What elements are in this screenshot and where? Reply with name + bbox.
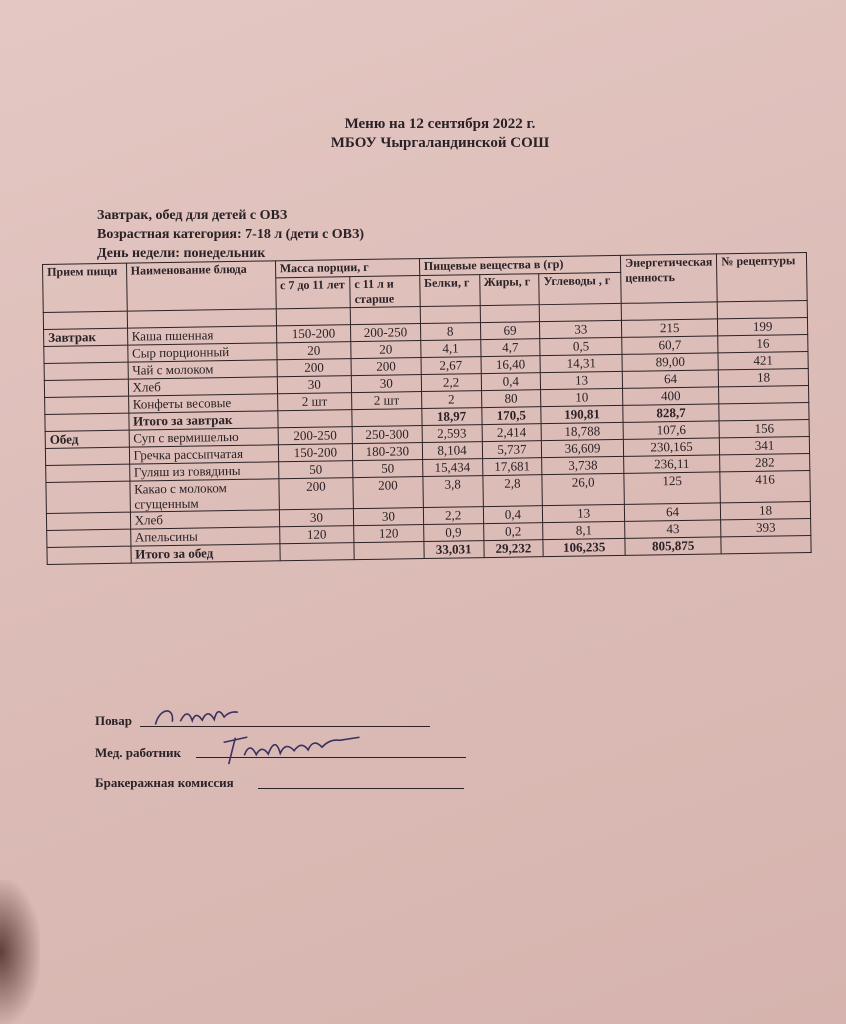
recipe-cell: 341 [720,436,810,454]
carbs-cell: 18,788 [541,422,623,440]
meal-label-cell [44,379,128,397]
mass-7-11-cell: 200 [279,478,354,510]
dish-cell: Хлеб [128,377,277,396]
carbs-cell: 33 [540,320,622,338]
energy-cell: 64 [622,370,719,389]
energy-cell: 107,6 [623,421,720,440]
protein-cell: 8,104 [422,442,482,460]
protein-cell: 3,8 [423,476,483,508]
header-mass-7-11: с 7 до 11 лет [275,277,350,309]
total-carbs-cell: 190,81 [541,405,623,423]
dish-cell: Какао с молоком сгущенным [130,479,280,512]
total-carbs-cell: 106,235 [543,538,625,556]
recipe-cell: 156 [719,419,809,437]
header-mass: Масса порции, г [275,259,419,278]
carbs-cell: 8,1 [543,521,625,539]
energy-cell: 43 [625,520,722,539]
mass-11-cell: 120 [354,525,424,543]
fat-cell: 16,40 [481,356,541,374]
meal-label-cell: Завтрак [44,328,128,346]
header-energy: Энергетическая ценность [620,254,717,304]
mass-7-11-cell [278,410,353,428]
header-fat: Жиры, г [479,274,539,306]
meal-label-cell [44,362,128,380]
mass-11-cell [354,542,424,560]
energy-cell: 89,00 [622,353,719,372]
energy-cell: 230,165 [623,438,720,457]
mass-7-11-cell: 20 [276,342,351,360]
mass-11-cell: 30 [353,508,423,526]
recipe-cell: 16 [718,334,808,352]
cook-signature [149,697,260,733]
meal-label-cell [45,447,129,465]
energy-cell: 64 [624,503,721,522]
protein-cell: 2,67 [421,357,481,375]
total-protein-cell: 18,97 [422,408,482,426]
dish-cell: Сыр порционный [127,343,276,362]
fat-cell: 0,4 [481,373,541,391]
dish-cell: Конфеты весовые [128,394,277,413]
recipe-cell: 18 [721,501,811,519]
fat-cell: 2,414 [482,424,542,442]
recipe-cell: 18 [719,368,809,386]
title-line-1: Меню на 12 сентября 2022 г. [344,116,536,132]
finger-shadow [0,880,40,1024]
meal-label-cell [45,413,129,431]
mass-11-cell: 50 [353,460,423,478]
mass-7-11-cell: 150-200 [278,444,353,462]
dish-cell: Хлеб [130,510,279,529]
protein-cell: 2,593 [422,425,482,443]
fat-cell: 0,4 [483,506,543,524]
mass-11-cell: 20 [351,341,421,359]
fat-cell: 5,737 [482,441,542,459]
protein-cell: 2,2 [421,374,481,392]
carbs-cell: 10 [541,388,623,406]
total-label-cell: Итого за обед [131,544,280,563]
energy-cell: 60,7 [622,336,719,355]
fat-cell: 69 [480,322,540,340]
mass-11-cell: 200-250 [351,324,421,342]
mass-11-cell: 180-230 [352,443,422,461]
meal-label-cell: Обед [45,430,129,448]
header-meal: Прием пищи [43,263,127,312]
mass-7-11-cell: 150-200 [276,325,351,343]
dish-cell: Чай с молоком [128,360,277,379]
mass-7-11-cell: 2 шт [277,393,352,411]
med-label: Мед. работник [95,745,182,760]
cook-label: Повар [95,713,133,728]
meal-label-cell [44,345,128,363]
dish-cell: Гуляш из говядины [129,462,278,481]
dish-cell: Каша пшенная [127,326,276,345]
meal-label-cell [46,464,130,482]
fat-cell: 0,2 [483,523,543,541]
meal-label-cell [45,396,129,414]
header-recipe: № рецептуры [717,252,807,301]
mass-11-cell: 250-300 [352,426,422,444]
title-line-2: МБОУ Чыргаландинской СОШ [330,135,550,151]
meta-line-2: Возрастная категория: 7-18 л (дети с ОВЗ) [97,227,365,242]
mass-7-11-cell: 120 [279,526,354,544]
meal-label-cell [47,529,131,547]
meal-label-cell [46,512,130,530]
energy-cell: 215 [621,319,718,338]
protein-cell: 15,434 [422,459,482,477]
protein-cell: 8 [420,323,480,341]
recipe-cell: 199 [718,317,808,335]
mass-7-11-cell: 30 [279,509,354,527]
mass-11-cell: 2 шт [352,392,422,410]
dish-cell: Гречка рассыпчатая [129,445,278,464]
mass-7-11-cell: 200 [277,359,352,377]
recipe-cell: 282 [720,453,810,471]
carbs-cell: 0,5 [540,337,622,355]
header-protein: Белки, г [419,275,479,307]
mass-7-11-cell: 30 [277,376,352,394]
header-nutrients: Пищевые вещества в (гр) [419,255,621,275]
header-dish: Наименование блюда [126,261,276,311]
recipe-cell: 421 [718,351,808,369]
recipe-cell [721,535,811,553]
carbs-cell: 26,0 [542,473,624,505]
commission-label: Бракеражная комиссия [95,775,234,790]
carbs-cell: 14,31 [540,354,622,372]
meta-line-1: Завтрак, обед для детей с ОВЗ [97,208,288,223]
carbs-cell: 36,609 [542,439,624,457]
meal-label-cell [46,481,130,513]
menu-meta [97,206,364,263]
carbs-cell: 3,738 [542,456,624,474]
energy-cell: 236,11 [624,455,721,474]
carbs-cell: 13 [541,371,623,389]
fat-cell: 4,7 [480,339,540,357]
header-carbs: Углеводы , г [539,272,621,304]
fat-cell: 80 [481,390,541,408]
recipe-cell: 416 [720,470,810,502]
fat-cell: 17,681 [482,458,542,476]
mass-11-cell: 200 [353,477,423,509]
total-fat-cell: 170,5 [481,407,541,425]
dish-cell: Суп с вермишелью [129,428,278,447]
menu-table [42,252,812,565]
protein-cell: 2 [421,391,481,409]
mass-11-cell: 30 [351,375,421,393]
mass-7-11-cell: 50 [278,461,353,479]
mass-7-11-cell [280,543,355,561]
recipe-cell [719,402,809,420]
carbs-cell: 13 [543,504,625,522]
total-energy-cell: 805,875 [625,537,722,556]
mass-11-cell: 200 [351,358,421,376]
energy-cell: 125 [624,472,721,505]
total-energy-cell: 828,7 [623,404,720,423]
fat-cell: 2,8 [482,475,542,507]
mass-11-cell [352,409,422,427]
total-fat-cell: 29,232 [483,540,543,558]
dish-cell: Апельсины [130,527,279,546]
protein-cell: 0,9 [423,524,483,542]
energy-cell: 400 [623,387,720,406]
mass-7-11-cell: 200-250 [278,427,353,445]
protein-cell: 2,2 [423,507,483,525]
document-title [0,115,846,153]
total-label-cell: Итого за завтрак [128,411,277,430]
total-protein-cell: 33,031 [424,541,484,559]
meta-line-3: День недели: понедельник [97,246,266,261]
commission-signature-line [258,788,464,789]
header-mass-11: с 11 л и старше [350,276,420,308]
protein-cell: 4,1 [420,340,480,358]
recipe-cell [719,385,809,403]
meal-label-cell [47,546,131,564]
recipe-cell: 393 [721,518,811,536]
